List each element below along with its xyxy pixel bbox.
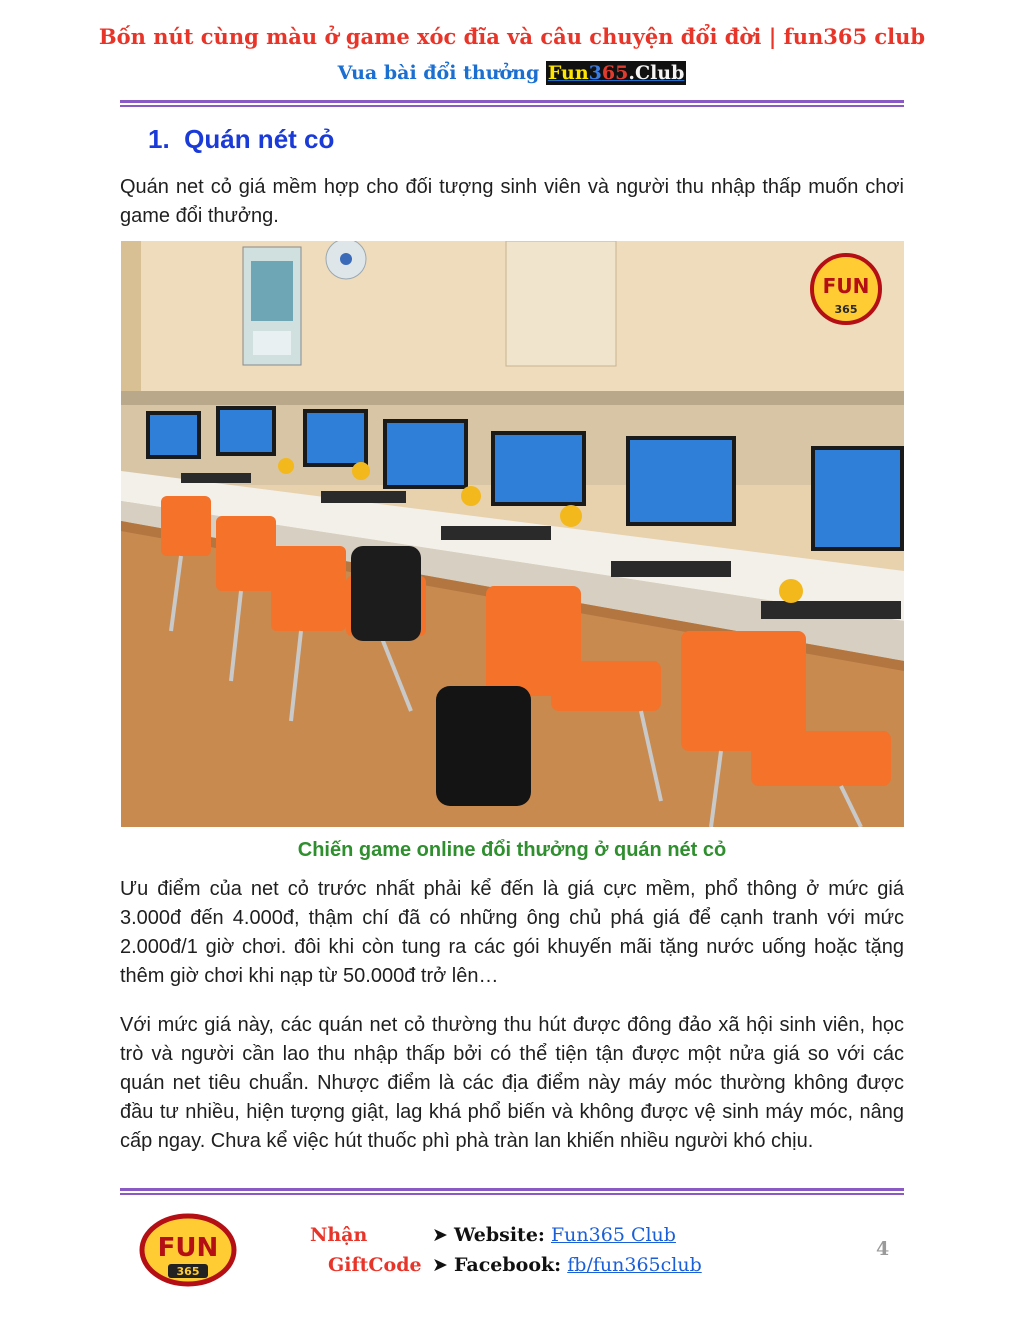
footer-logo-digits: 365 bbox=[176, 1265, 200, 1278]
photo-caption: Chiến game online đổi thưởng ở quán nét cỏ bbox=[297, 839, 727, 861]
website-link[interactable]: Fun365 Club bbox=[550, 1224, 676, 1246]
page-number: 4 bbox=[876, 1238, 890, 1260]
facebook-label: Facebook: bbox=[453, 1254, 562, 1276]
paragraph-disadvantages: Với mức giá này, các quán net cỏ thường thu hút được đông đảo xã hội sinh viên, học trò và người cần lao thu nhập thấp bởi có thể tiện tận được một nửa giá so với các quán net tiêu chuẩn. Nhược điểm là các địa điểm này máy móc thường không được đầu tư nhiều, hiện tượng giật, lag khá phổ biến và không được vệ sinh máy móc, nâng cấp ngay. Chưa kể việc hút thuốc phì phà tràn lan khiến nhiều người khó chịu. bbox=[120, 1014, 904, 1152]
photo-logo-digits: 365 bbox=[834, 303, 858, 316]
footer-links bbox=[432, 1220, 702, 1280]
facebook-row bbox=[432, 1250, 702, 1280]
header-divider bbox=[120, 100, 904, 108]
fun365-logo bbox=[138, 1208, 238, 1288]
arrow-icon: ➤ bbox=[432, 1254, 448, 1276]
internet-cafe-photo bbox=[121, 241, 904, 827]
paragraph-advantages: Ưu điểm của net cỏ trước nhất phải kể đến là giá cực mềm, phổ thông ở mức giá 3.000đ đến 4.000đ, thậm chí đã có những ông chủ phá giá để cạnh tranh với mức 2.000đ/1 giờ chơi. đôi khi còn tung ra các gói khuyến mãi tặng nước uống hoặc tặng thêm giờ chơi khi nạp từ 50.000đ trở lên… bbox=[120, 878, 904, 987]
internet-cafe-illustration bbox=[121, 241, 904, 827]
website-label: Website: bbox=[453, 1224, 545, 1246]
section-heading bbox=[148, 124, 334, 155]
subtitle-text: Vua bài đổi thưởng bbox=[337, 62, 546, 84]
footer-divider bbox=[120, 1188, 904, 1196]
arrow-icon: ➤ bbox=[432, 1224, 448, 1246]
document-title: Bốn nút cùng màu ở game xóc đĩa và câu chuyện đổi đời | fun365 club bbox=[98, 24, 926, 49]
photo-logo-text: FUN bbox=[822, 274, 870, 298]
brand-part-3: 3 bbox=[588, 62, 602, 84]
intro-paragraph: Quán net cỏ giá mềm hợp cho đối tượng sinh viên và người thu nhập thấp muốn chơi game đổi thưởng. bbox=[120, 176, 904, 227]
section-title: Quán nét cỏ bbox=[184, 124, 335, 154]
website-row bbox=[432, 1220, 702, 1250]
nhan-giftcode[interactable] bbox=[310, 1220, 420, 1280]
footer-logo-text: FUN bbox=[157, 1233, 219, 1263]
document-subtitle bbox=[0, 62, 1024, 84]
facebook-link[interactable]: fb/fun365club bbox=[567, 1254, 702, 1276]
brand-part-fun: Fun bbox=[547, 62, 589, 84]
giftcode-label: GiftCode bbox=[328, 1254, 422, 1276]
brand-link[interactable] bbox=[546, 61, 687, 85]
brand-part-club: .Club bbox=[628, 62, 685, 84]
section-number: 1. bbox=[148, 124, 170, 154]
nhan-label: Nhận bbox=[310, 1224, 368, 1246]
brand-part-65: 65 bbox=[601, 62, 629, 84]
